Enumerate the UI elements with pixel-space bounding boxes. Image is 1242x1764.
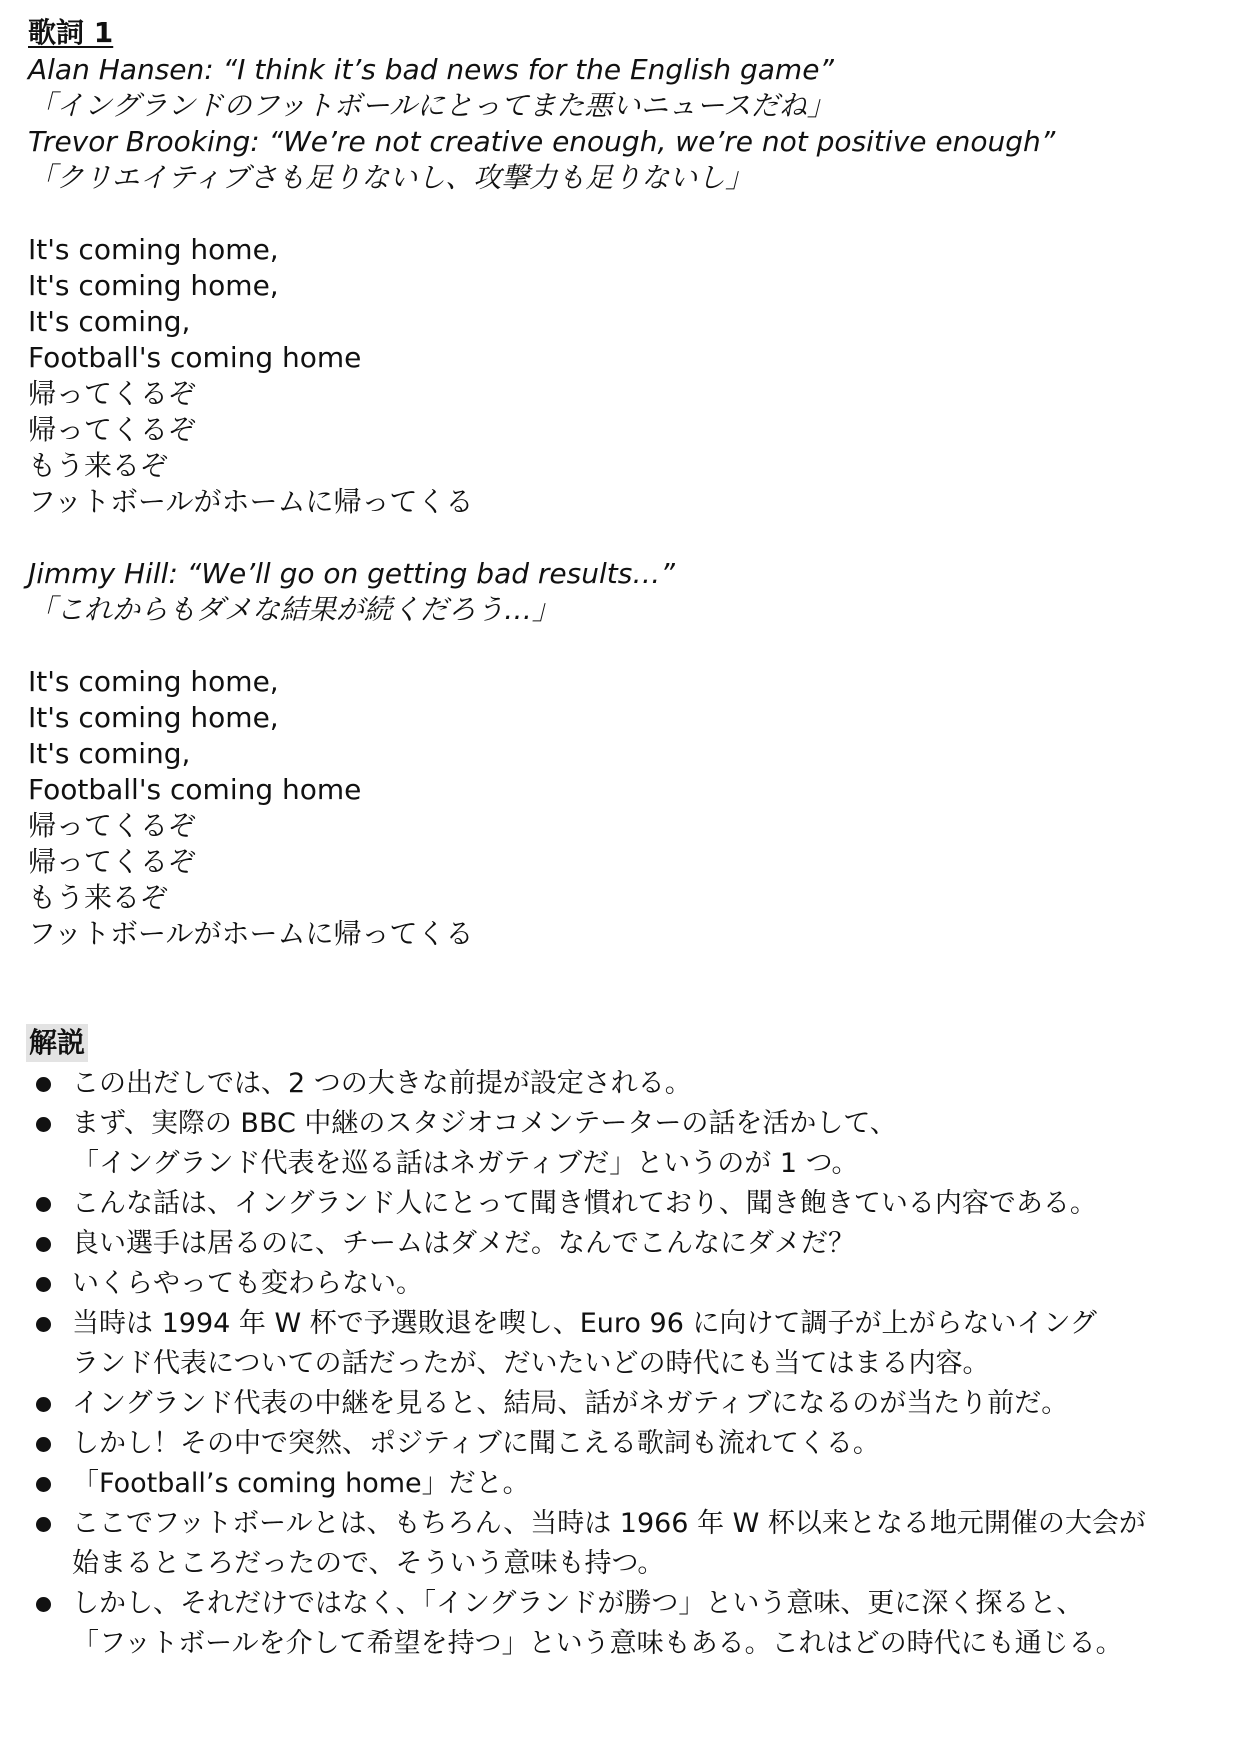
bullet-icon xyxy=(36,1397,51,1412)
list-item: この出だしでは、2 つの大きな前提が設定される。 xyxy=(28,1064,1218,1104)
lyric-line: 帰ってくるぞ xyxy=(28,413,197,446)
list-item: 良い選手は居るのに、チームはダメだ。なんでこんなにダメだ？ xyxy=(28,1224,1218,1264)
bullet-icon xyxy=(36,1077,51,1092)
bullet-icon xyxy=(36,1277,51,1292)
bullet-icon xyxy=(36,1437,51,1452)
lyric-line: もう来るぞ xyxy=(28,881,169,914)
list-item: イングランド代表の中継を見ると、結局、話がネガティブになるのが当たり前だ。 xyxy=(28,1384,1218,1424)
quote-hansen-en: Alan Hansen: “I think it’s bad news for the English game” xyxy=(28,53,834,86)
lyric-line: Football's coming home xyxy=(28,773,362,806)
list-item: しかし！その中で突然、ポジティブに聞こえる歌詞も流れてくる。 xyxy=(28,1424,1218,1464)
list-item: 当時は 1994 年 W 杯で予選敗退を喫し、Euro 96 に向けて調子が上がらないイング ランド代表についての話だったが、だいたいどの時代にも当てはまる内容。 xyxy=(28,1304,1218,1384)
lyric-line: It's coming home, xyxy=(28,269,279,302)
lyrics-heading: 歌詞 1 xyxy=(28,16,114,49)
lyric-line: Football's coming home xyxy=(28,341,362,374)
bullet-icon xyxy=(36,1117,51,1132)
commentary-heading: 解説 xyxy=(26,1024,88,1062)
lyric-line: It's coming home, xyxy=(28,665,279,698)
quote-brooking-ja: 「クリエイティブさも足りないし、攻撃力も足りないし」 xyxy=(28,161,754,194)
bullet-icon xyxy=(36,1237,51,1252)
list-item: しかし、それだけではなく、「イングランドが勝つ」という意味、更に深く探ると、 「フットボールを介して希望を持つ」という意味もある。これはどの時代にも通じる。 xyxy=(28,1584,1218,1664)
list-item: いくらやっても変わらない。 xyxy=(28,1264,1218,1304)
lyric-line: フットボールがホームに帰ってくる xyxy=(28,917,474,950)
lyric-line: It's coming, xyxy=(28,737,191,770)
lyric-line: It's coming, xyxy=(28,305,191,338)
bullet-icon xyxy=(36,1477,51,1492)
bullet-icon xyxy=(36,1197,51,1212)
list-item: ここでフットボールとは、もちろん、当時は 1966 年 W 杯以来となる地元開催の大会が 始まるところだったので、そういう意味も持つ。 xyxy=(28,1504,1218,1584)
list-item: 「Football’s coming home」だと。 xyxy=(28,1464,1218,1504)
lyric-line: It's coming home, xyxy=(28,701,279,734)
lyric-line: フットボールがホームに帰ってくる xyxy=(28,485,474,518)
bullet-icon xyxy=(36,1517,51,1532)
commentary-list xyxy=(28,1064,1218,1664)
lyric-line: 帰ってくるぞ xyxy=(28,845,197,878)
list-item: まず、実際の BBC 中継のスタジオコメンテーターの話を活かして、 「イングランド代表を巡る話はネガティブだ」というのが 1 つ。 xyxy=(28,1104,1218,1184)
list-item: こんな話は、イングランド人にとって聞き慣れており、聞き飽きている内容である。 xyxy=(28,1184,1218,1224)
lyric-line: 帰ってくるぞ xyxy=(28,377,197,410)
lyric-line: 帰ってくるぞ xyxy=(28,809,197,842)
bullet-icon xyxy=(36,1317,51,1332)
lyric-line: もう来るぞ xyxy=(28,449,169,482)
quote-hansen-ja: 「イングランドのフットボールにとってまた悪いニュースだね」 xyxy=(28,89,835,122)
bullet-icon xyxy=(36,1597,51,1612)
document-page xyxy=(28,14,1218,1664)
quote-hill-en: Jimmy Hill: “We’ll go on getting bad results…” xyxy=(28,557,675,590)
chorus-1 xyxy=(28,232,1218,520)
quote-hill-ja: 「これからもダメな結果が続くだろう…」 xyxy=(28,593,561,626)
chorus-2 xyxy=(28,664,1218,952)
quote-brooking-en: Trevor Brooking: “We’re not creative enough, we’re not positive enough” xyxy=(28,125,1056,158)
lyric-line: It's coming home, xyxy=(28,233,279,266)
